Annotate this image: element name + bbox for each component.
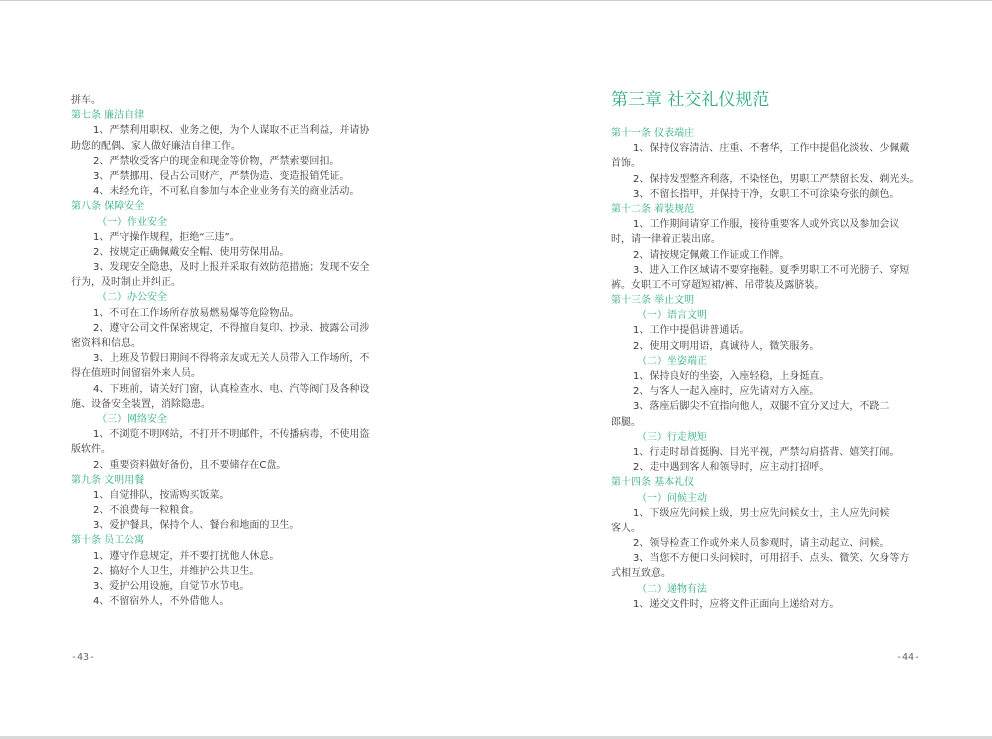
section-heading: 第七条 廉洁自律: [71, 110, 145, 122]
text-line: 1、工作中提倡讲普通话。: [633, 325, 750, 337]
section-heading: 第九条 文明用餐: [71, 474, 145, 486]
text-line: 1、下级应先问候上级，男士应先问候女士，主人应先问候: [633, 507, 890, 519]
text-line: 2、不浪费每一粒粮食。: [93, 505, 200, 517]
text-line: 1、保持仪容清洁、庄重、不奢华，工作中提倡化淡妆、少佩戴: [633, 143, 910, 155]
text-line: 1、不可在工作场所存放易燃易爆等危险物品。: [93, 307, 300, 319]
text-line: 3、不留长指甲，并保持干净，女职工不可涂染夸张的颜色。: [633, 188, 900, 200]
section-heading: 第十条 员工公寓: [71, 535, 145, 547]
text-line: 3、严禁挪用、侵占公司财产，严禁伪造、变造报销凭证。: [93, 170, 350, 182]
section-heading: （二）办公安全: [97, 292, 167, 304]
text-line: 首饰。: [611, 158, 641, 170]
section-heading: （一）问候主动: [637, 492, 707, 504]
text-line: 式相互致意。: [611, 568, 671, 580]
text-line: 3、爱护公用设施，自觉节水节电。: [93, 581, 250, 592]
text-line: 3、上班及节假日期间不得将亲友或无关人员带入工作场所，不: [93, 353, 370, 365]
page-number: -43-: [71, 652, 96, 663]
text-line: 施、设备安全装置，消除隐患。: [71, 398, 211, 410]
text-line: 1、自觉排队，按需购买饭菜。: [93, 489, 230, 501]
text-line: 3、发现安全隐患，及时上报并采取有效防范措施；发现不安全: [93, 262, 370, 274]
text-line: 2、请按规定佩戴工作证或工作牌。: [633, 249, 790, 261]
section-heading: 第十一条 仪表端庄: [611, 128, 695, 139]
text-line: 3、进入工作区域请不要穿拖鞋。夏季男职工不可光膀子、穿短: [633, 264, 910, 276]
section-heading: 第十二条 着装规范: [611, 203, 695, 215]
section-heading: （二）坐姿端正: [637, 355, 707, 367]
section-heading: 第十三条 举止文明: [611, 295, 695, 307]
text-line: 2、领导检查工作或外来人员参观时，请主动起立、问候。: [633, 538, 890, 550]
text-line: 裤。女职工不可穿超短裙/裤、吊带装及露脐装。: [611, 279, 825, 291]
text-line: 拼车。: [71, 95, 101, 106]
text-line: 4、未经允许，不可私自参加与本企业业务有关的商业活动。: [93, 186, 360, 198]
text-line: 密资料和信息。: [71, 338, 141, 349]
text-line: 3、当您不方便口头问候时，可用招手、点头、微笑、欠身等方: [633, 553, 910, 565]
text-line: 1、行走时昂首挺胸、目光平视，严禁勾肩搭背、嬉笑打闹。: [633, 446, 900, 458]
text-line: 行为，及时制止并纠正。: [71, 277, 181, 289]
text-line: 2、严禁收受客户的现金和现金等价物，严禁索要回扣。: [93, 155, 340, 167]
section-heading: （三）行走规矩: [637, 431, 707, 443]
section-heading: （三）网络安全: [97, 413, 167, 425]
text-line: 3、落座后脚尖不宜指向他人，双腿不宜分叉过大，不跷二: [633, 401, 890, 413]
section-heading: （一）语言文明: [637, 310, 707, 322]
text-line: 助您的配偶、家人做好廉洁自律工作。: [71, 140, 241, 152]
text-line: 3、爱护餐具，保持个人、餐台和地面的卫生。: [93, 520, 300, 532]
page-43: [0, 0, 496, 735]
text-line: 2、遵守公司文件保密规定，不得擅自复印、抄录、披露公司涉: [93, 322, 370, 334]
text-line: 2、走中遇到客人和领导时，应主动打招呼。: [633, 462, 830, 474]
text-line: 得在值班时间留宿外来人员。: [71, 368, 201, 380]
chapter-title: 第三章 社交礼仪规范: [611, 90, 770, 110]
right-page-text: [611, 126, 963, 612]
text-line: 1、递交文件时，应将文件正面向上递给对方。: [633, 598, 840, 610]
section-heading: （一）作业安全: [97, 216, 167, 228]
text-line: 1、遵守作息规定，并不要打扰他人休息。: [93, 550, 280, 562]
text-line: 2、重要资料做好备份，且不要储存在C盘。: [93, 459, 287, 471]
text-line: 2、按规定正确佩戴安全帽、使用劳保用品。: [93, 246, 290, 258]
page-number: -44-: [896, 652, 921, 663]
text-line: 1、工作期间请穿工作服，接待重要客人或外宾以及参加会议: [633, 219, 900, 231]
text-line: 郎腿。: [611, 416, 641, 428]
section-heading: （二）递物有法: [637, 583, 707, 595]
text-line: 2、与客人一起入座时，应先请对方入座。: [633, 386, 820, 398]
left-page-text: [71, 93, 423, 609]
text-line: 1、保持良好的坐姿，入座轻稳，上身挺直。: [633, 371, 830, 382]
text-line: 版软件。: [71, 444, 111, 456]
text-line: 2、使用文明用语，真诚待人，微笑服务。: [633, 340, 820, 352]
section-heading: 第十四条 基本礼仪: [611, 477, 695, 489]
page-44: [496, 0, 992, 735]
text-line: 2、搞好个人卫生，并维护公共卫生。: [93, 565, 260, 577]
text-line: 客人。: [611, 522, 641, 534]
section-heading: 第八条 保障安全: [71, 201, 145, 213]
text-line: 1、严禁利用职权、业务之便，为个人谋取不正当利益，并请协: [93, 125, 370, 137]
text-line: 2、保持发型整齐利落，不染怪色，男职工严禁留长发、剃光头。: [633, 173, 920, 185]
text-line: 1、不浏览不明网站，不打开不明邮件，不传播病毒，不使用盗: [93, 429, 370, 441]
text-line: 1、严守操作规程，拒绝“三违”。: [93, 231, 240, 243]
text-line: 4、下班前，请关好门窗，认真检查水、电、汽等阀门及各种设: [93, 383, 370, 395]
text-line: 4、不留宿外人，不外借他人。: [93, 596, 230, 608]
text-line: 时，请一律着正装出席。: [611, 234, 721, 246]
